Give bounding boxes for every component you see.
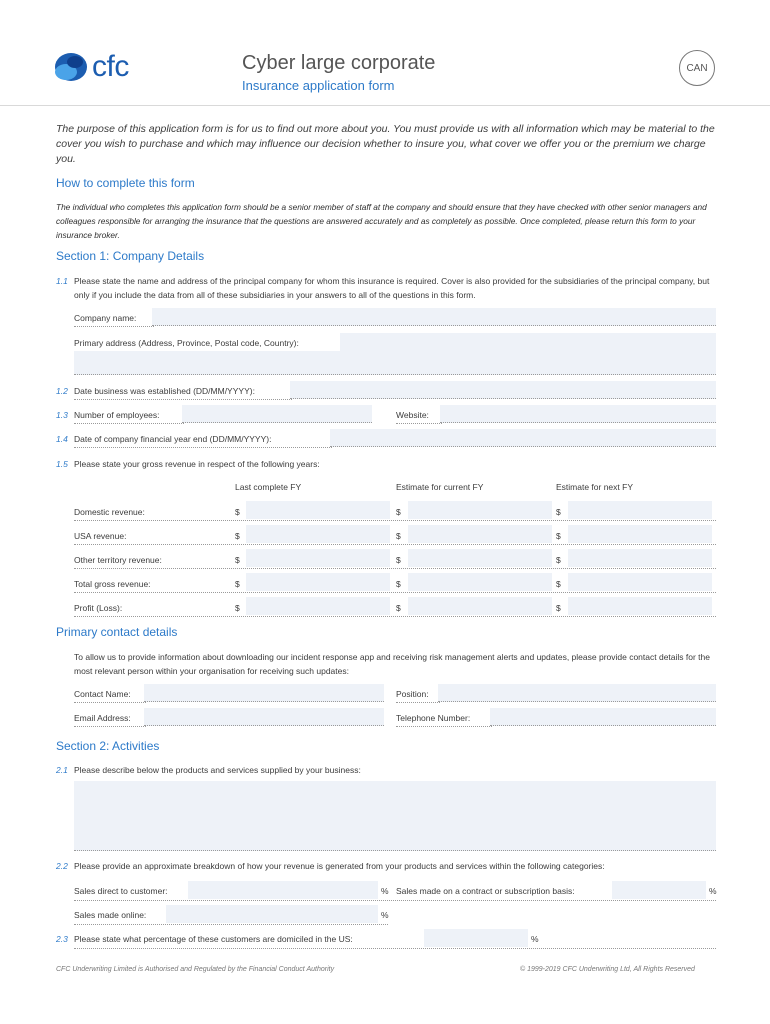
sales-direct-label: Sales direct to customer: [74,886,168,896]
sales-contract-field[interactable] [612,881,706,899]
position-field[interactable] [438,684,716,702]
revenue-column-next-fy: Estimate for next FY [556,482,633,492]
cfc-logo-icon [54,51,88,83]
date-established-label: Date business was established (DD/MM/YYYY): [74,386,255,396]
currency-symbol: $ [556,603,561,613]
email-underline [74,726,146,727]
currency-symbol: $ [396,531,401,541]
question-number-1-5: 1.5 [56,459,68,469]
us-customers-percent: % [531,934,539,944]
cfc-logo [54,50,129,84]
currency-symbol: $ [235,555,240,565]
sales-online-field[interactable] [166,905,378,923]
sales-online-label: Sales made online: [74,910,147,920]
primary-contact-text: To allow us to provide information about downloading our incident response app and receiving risk management alerts and updates, please provide contact details for the most relevant person within your organisation for receiving such updates: [74,652,710,676]
currency-symbol: $ [556,531,561,541]
revenue-input[interactable] [408,501,552,519]
question-number-1-4: 1.4 [56,434,68,444]
footer-copyright-text: © 1999-2019 CFC Underwriting Ltd, All Rights Reserved [520,966,695,973]
sales-direct-percent: % [381,886,389,896]
revenue-row-label: Total gross revenue: [74,579,151,589]
date-established-underline [74,399,292,400]
email-address-label: Email Address: [74,713,131,723]
sales-contract-percent: % [709,886,717,896]
revenue-column-current-fy: Estimate for current FY [396,482,484,492]
primary-address-label: Primary address (Address, Province, Postal code, Country): [74,338,299,348]
row-divider [74,568,716,569]
row-divider [74,900,716,901]
employees-label: Number of employees: [74,410,160,420]
financial-year-end-underline [74,447,332,448]
row-divider [74,520,716,521]
row-divider [74,616,716,617]
financial-year-end-field[interactable] [330,429,716,447]
telephone-label: Telephone Number: [396,713,471,723]
row-divider [74,948,716,949]
revenue-input[interactable] [408,597,552,615]
logo-wordmark: cfc [92,50,129,83]
currency-symbol: $ [556,579,561,589]
currency-symbol: $ [396,603,401,613]
how-to-heading: How to complete this form [56,176,195,190]
revenue-input[interactable] [246,501,390,519]
website-label: Website: [396,410,429,420]
revenue-input[interactable] [568,525,712,543]
contact-name-label: Contact Name: [74,689,131,699]
primary-address-field-line-2[interactable] [74,351,716,375]
revenue-input[interactable] [408,573,552,591]
sales-contract-label: Sales made on a contract or subscription basis: [396,886,575,896]
row-divider [74,924,388,925]
currency-symbol: $ [235,507,240,517]
position-label: Position: [396,689,429,699]
revenue-input[interactable] [246,573,390,591]
revenue-input[interactable] [246,549,390,567]
page-header [0,0,770,106]
section-2-heading: Section 2: Activities [56,739,160,753]
footer-regulation-text: CFC Underwriting Limited is Authorised and Regulated by the Financial Conduct Authority [56,966,335,973]
question-number-1-1: 1.1 [56,276,68,286]
question-1-1-text: Please state the name and address of the principal company for whom this insurance is required. Cover is also provided for the subsidiaries of the principal company, but only if you include the data from all of these subsidiaries in your answers to all of the questions in this form. [74,276,710,300]
revenue-input[interactable] [246,597,390,615]
currency-symbol: $ [556,507,561,517]
us-customers-label: Please state what percentage of these customers are domiciled in the US: [74,934,353,944]
email-address-field[interactable] [144,708,384,726]
contact-name-underline [74,702,146,703]
question-number-1-2: 1.2 [56,386,68,396]
revenue-input[interactable] [568,549,712,567]
website-underline [396,423,442,424]
revenue-row-label: USA revenue: [74,531,127,541]
revenue-input[interactable] [568,597,712,615]
employees-underline [74,423,184,424]
gross-revenue-label: Please state your gross revenue in respect of the following years: [74,459,320,469]
revenue-input[interactable] [568,573,712,591]
company-name-field[interactable] [152,308,716,326]
website-field[interactable] [440,405,716,423]
primary-address-field-line-1[interactable] [340,333,716,351]
revenue-input[interactable] [246,525,390,543]
page-title: Cyber large corporate [242,52,436,74]
currency-symbol: $ [396,507,401,517]
sales-direct-field[interactable] [188,881,378,899]
us-customers-field[interactable] [424,929,528,947]
company-name-label: Company name: [74,313,137,323]
revenue-input[interactable] [408,549,552,567]
row-divider [74,544,716,545]
date-established-field[interactable] [290,381,716,399]
products-services-textarea[interactable] [74,781,716,851]
position-underline [396,702,440,703]
revenue-column-last-fy: Last complete FY [235,482,302,492]
section-1-heading: Section 1: Company Details [56,249,205,263]
question-number-2-3: 2.3 [56,934,68,944]
telephone-field[interactable] [490,708,716,726]
employees-field[interactable] [182,405,372,423]
revenue-row-label: Domestic revenue: [74,507,145,517]
how-to-paragraph: The individual who completes this application form should be a senior member of staff at the company and should ensure that they have checked with other senior managers and colleagues responsible for arranging the insurance that the questions are answered accurately and as completely as possible. Once completed, please return this form to your insurance broker. [56,202,707,240]
currency-symbol: $ [235,603,240,613]
revenue-breakdown-label: Please provide an approximate breakdown of how your revenue is generated from your products and services within the following categories: [74,861,605,871]
revenue-row-label: Profit (Loss): [74,603,123,613]
company-name-underline [74,326,154,327]
question-number-1-3: 1.3 [56,410,68,420]
financial-year-end-label: Date of company financial year end (DD/MM/YYYY): [74,434,272,444]
country-badge: CAN [679,50,715,86]
row-divider [74,592,716,593]
currency-symbol: $ [235,579,240,589]
revenue-row-label: Other territory revenue: [74,555,162,565]
currency-symbol: $ [235,531,240,541]
revenue-input[interactable] [408,525,552,543]
question-number-2-2: 2.2 [56,861,68,871]
currency-symbol: $ [396,555,401,565]
page-subtitle: Insurance application form [242,78,395,93]
contact-name-field[interactable] [144,684,384,702]
products-services-label: Please describe below the products and services supplied by your business: [74,765,361,775]
question-number-2-1: 2.1 [56,765,68,775]
telephone-underline [396,726,492,727]
currency-symbol: $ [396,579,401,589]
intro-paragraph: The purpose of this application form is for us to find out more about you. You must provide us with all information which may be material to the cover you wish to purchase and which may influence our decision whether to insure you, what cover we offer you or the premium we charge you. [56,123,715,165]
currency-symbol: $ [556,555,561,565]
sales-online-percent: % [381,910,389,920]
revenue-input[interactable] [568,501,712,519]
primary-contact-heading: Primary contact details [56,625,178,639]
